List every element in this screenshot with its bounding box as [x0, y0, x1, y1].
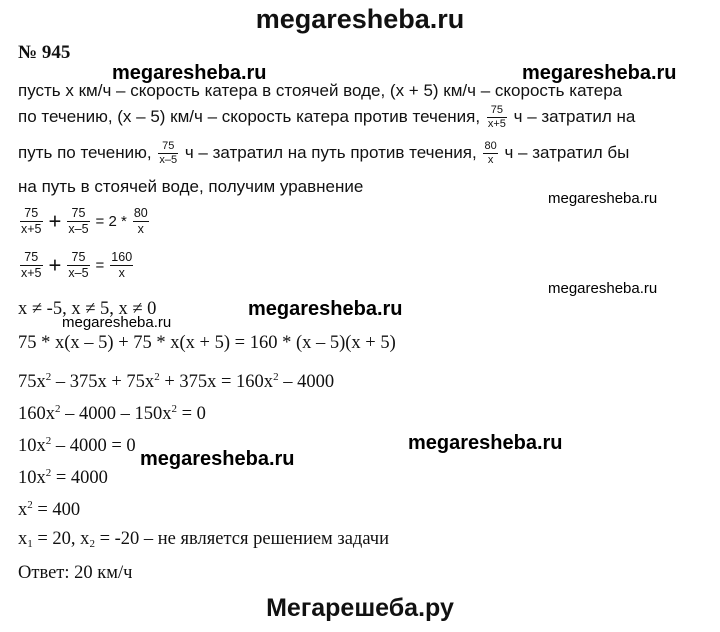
- fraction: [110, 250, 133, 281]
- step-simplify-1: [18, 366, 334, 393]
- site-header: megaresheba.ru: [255, 4, 465, 34]
- fraction: [133, 206, 149, 237]
- step-expand: 75 * x(x – 5) + 75 * x(x + 5) = 160 * (x – 5)(x + 5): [18, 333, 396, 353]
- step-simplify-4: [18, 462, 108, 489]
- text-fragment: – 375x + 75x: [51, 372, 155, 392]
- exponent: 2: [45, 435, 52, 447]
- watermark: megaresheba.ru: [112, 62, 267, 84]
- text-fragment: – 4000 – 150x: [60, 404, 172, 424]
- exponent: 2: [55, 403, 61, 415]
- fraction-numerator: 80: [133, 206, 148, 220]
- problem-number: № 945: [18, 42, 71, 63]
- fraction: [158, 140, 178, 167]
- fraction-denominator: x–5: [68, 222, 89, 236]
- exponent: 2: [45, 467, 52, 479]
- text-fragment: путь по течению,: [18, 142, 152, 162]
- equals-sign: =: [95, 257, 105, 274]
- text-fragment: 160x: [18, 404, 55, 424]
- text-fragment: – 4000: [278, 372, 335, 392]
- text-line-2: [18, 104, 635, 131]
- step-roots: [18, 528, 389, 555]
- watermark: megaresheba.ru: [408, 432, 563, 454]
- step-simplify-3: [18, 430, 136, 457]
- equation-operator: = 2 *: [95, 213, 127, 230]
- step-simplify-2: [18, 398, 206, 425]
- step-domain: x ≠ -5, x ≠ 5, x ≠ 0: [18, 299, 157, 319]
- text-fragment: = 4000: [51, 468, 108, 488]
- text-fragment: 10x: [18, 436, 46, 456]
- fraction-denominator: x: [133, 221, 149, 237]
- fraction: [67, 206, 89, 237]
- step-simplify-5: [18, 494, 80, 521]
- fraction-denominator: x: [483, 153, 497, 167]
- text-line-3: [18, 140, 629, 167]
- text-fragment: + 375x = 160x: [159, 372, 274, 392]
- watermark: megaresheba.ru: [548, 190, 658, 207]
- fraction-denominator: x: [110, 265, 133, 281]
- answer: Ответ: 20 км/ч: [18, 563, 133, 583]
- fraction-denominator: x+5: [21, 222, 42, 236]
- watermark: megaresheba.ru: [248, 298, 403, 320]
- fraction-numerator: 160: [111, 250, 133, 264]
- text-fragment: x: [18, 529, 28, 549]
- watermark: megaresheba.ru: [140, 448, 295, 470]
- fraction-numerator: 75: [71, 206, 86, 220]
- watermark: megaresheba.ru: [522, 62, 677, 84]
- subscript: 2: [89, 538, 95, 550]
- equation-1: [18, 206, 151, 237]
- exponent: 2: [273, 371, 279, 383]
- exponent: 2: [45, 371, 52, 383]
- text-fragment: 75x: [18, 372, 46, 392]
- fraction-numerator: 75: [71, 250, 86, 264]
- text-fragment: = -20 – не является решением задачи: [94, 529, 389, 549]
- fraction: [20, 206, 43, 237]
- text-fragment: ч – затратил бы: [504, 142, 630, 162]
- text-fragment: по течению, (x – 5) км/ч – скорость катера против течения,: [18, 106, 481, 126]
- exponent: 2: [154, 371, 160, 383]
- fraction: [20, 250, 43, 281]
- fraction-denominator: x+5: [487, 118, 506, 130]
- equation-2: [18, 250, 135, 281]
- fraction: [483, 140, 497, 167]
- text-fragment: = 20, x: [32, 529, 90, 549]
- text-fragment: = 0: [177, 404, 206, 424]
- watermark: megaresheba.ru: [548, 280, 658, 297]
- fraction-denominator: x–5: [159, 154, 178, 166]
- fraction-numerator: 75: [490, 104, 503, 116]
- text-line-4: на путь в стоячей воде, получим уравнение: [18, 177, 364, 196]
- fraction: [487, 104, 507, 131]
- fraction-numerator: 75: [24, 206, 39, 220]
- fraction-numerator: 75: [162, 140, 175, 152]
- fraction-denominator: x+5: [21, 266, 42, 280]
- text-fragment: ч – затратил на: [513, 106, 636, 126]
- exponent: 2: [27, 499, 33, 511]
- watermark: megaresheba.ru: [62, 314, 172, 331]
- plus-sign: +: [48, 252, 62, 278]
- text-fragment: 10x: [18, 468, 46, 488]
- fraction-numerator: 75: [24, 250, 39, 264]
- text-fragment: x: [18, 500, 28, 520]
- fraction-numerator: 80: [484, 140, 497, 152]
- plus-sign: +: [48, 208, 62, 234]
- fraction-denominator: x–5: [68, 266, 89, 280]
- exponent: 2: [171, 403, 177, 415]
- text-fragment: ч – затратил на путь против течения,: [184, 142, 477, 162]
- fraction: [67, 250, 89, 281]
- text-fragment: – 4000 = 0: [51, 436, 136, 456]
- subscript: 1: [27, 538, 33, 550]
- site-footer: Мегарешеба.ру: [266, 594, 454, 622]
- text-line-1: пусть x км/ч – скорость катера в стоячей воде, (x + 5) км/ч – скорость катера: [18, 81, 623, 100]
- text-fragment: = 400: [32, 500, 81, 520]
